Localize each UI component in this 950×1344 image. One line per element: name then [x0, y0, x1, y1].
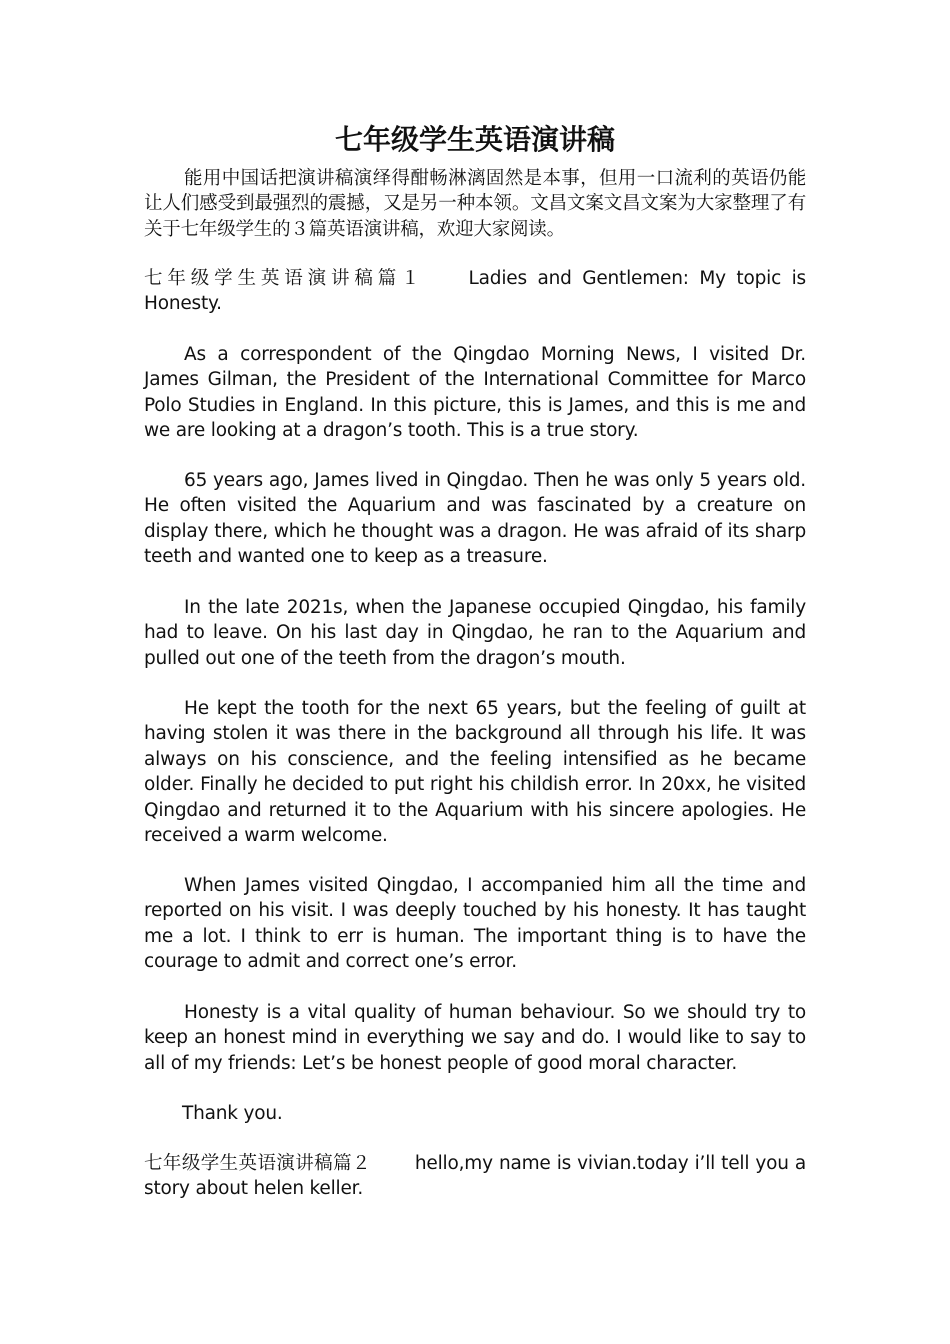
section-1-paragraph-6: Honesty is a vital quality of human behaviour. So we should try to keep an honest mind in everything we say and do. I would like to say to all of my friends: Let’s be honest people of good moral character.	[144, 1002, 806, 1074]
section-2-heading-line	[144, 1151, 806, 1202]
section-2-heading: 七年级学生英语演讲稿篇２	[144, 1153, 371, 1174]
section-1-paragraph-5: When James visited Qingdao, I accompanied him all the time and reported on his visit. I was deeply touched by his honesty. It has taught me a lot. I think to err is human. The important thing is to have the courage to admit and correct one’s error.	[144, 875, 806, 973]
section-1-closing: Thank you.	[182, 1103, 283, 1124]
section-1-paragraph-1: As a correspondent of the Qingdao Morning News, I visited Dr. James Gilman, the President of the International Committee for Marco Polo Studies in England. In this picture, this is James, and this is me and we are looking at a dragon’s tooth. This is a true story.	[144, 344, 806, 442]
intro-paragraph: 能用中国话把演讲稿演绎得酣畅淋漓固然是本事，但用一口流利的英语仍能让人们感受到最强烈的震撼，又是另一种本领。文昌文案文昌文案为大家整理了有关于七年级学生的３篇英语演讲稿，欢迎大家阅读。	[144, 168, 806, 240]
section-1-paragraph-4: He kept the tooth for the next 65 years, but the feeling of guilt at having stolen it was there in the background all through his life. It was always on his conscience, and the feeling intensified as he became older. Finally he decided to put right his childish error. In 20xx, he visited Qingdao and returned it to the Aquarium with his sincere apologies. He received a warm welcome.	[144, 698, 806, 847]
section-1-heading-line	[144, 266, 806, 317]
section-1-paragraph-2: 65 years ago, James lived in Qingdao. Then he was only 5 years old. He often visited the Aquarium and was fascinated by a creature on display there, which he thought was a dragon. He was afraid of its sharp teeth and wanted one to keep as a treasure.	[144, 470, 806, 568]
section-2-opening: hello,my name is vivian.today i’ll tell you a story about helen keller.	[144, 1153, 806, 1200]
document-title: 七年级学生英语演讲稿	[334, 123, 615, 156]
section-1-opening: Ladies and Gentlemen: My topic is Honesty.	[144, 268, 806, 315]
section-1-paragraph-3: In the late 2021s, when the Japanese occupied Qingdao, his family had to leave. On his last day in Qingdao, he ran to the Aquarium and pulled out one of the teeth from the dragon’s mouth.	[144, 597, 806, 669]
section-1-heading: 七年级学生英语演讲稿篇１	[144, 268, 425, 289]
